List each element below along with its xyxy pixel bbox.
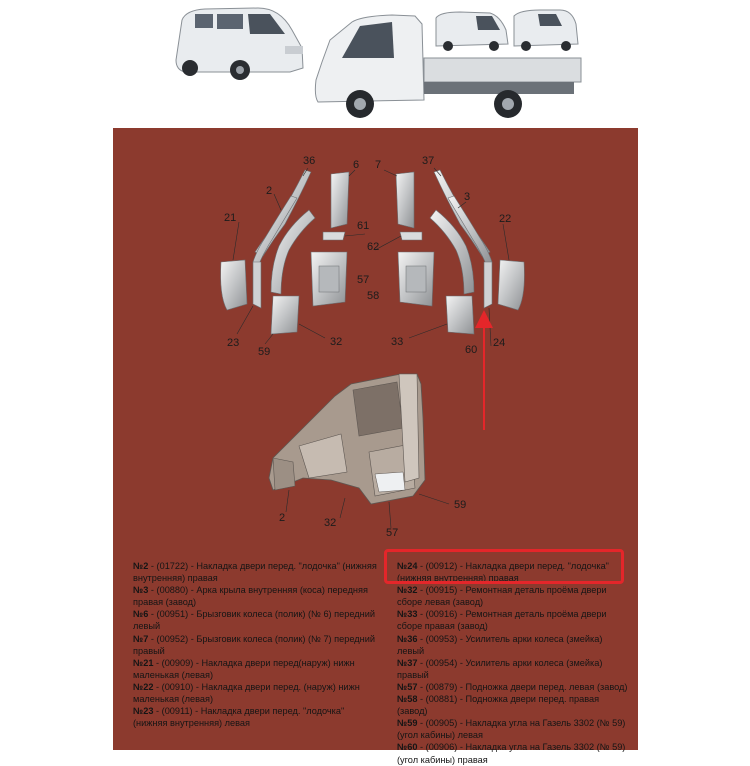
highlight-box	[384, 549, 624, 584]
callout-57: 57	[357, 274, 370, 286]
legend-entry-text: - (00952) - Брызговик колеса (полик) (№ 7) передний правый	[133, 633, 375, 656]
legend-entry	[397, 657, 629, 681]
legend-entry	[397, 717, 629, 741]
legend-entry	[133, 608, 378, 632]
legend-entry-number: №7	[133, 633, 149, 644]
van-image	[436, 12, 508, 51]
part-33-door-repair-right	[446, 296, 474, 334]
part-7-mudguard-right	[396, 172, 414, 228]
legend-entry-number: №36	[397, 633, 418, 644]
legend-left-column	[133, 560, 378, 729]
legend-entry-text: - (00911) - Накладка двери перед. "лодочка" (нижняя внутренняя) левая	[133, 706, 345, 729]
cab-callout-32: 32	[324, 517, 337, 529]
parts-panel	[113, 128, 638, 765]
legend-entry	[397, 633, 629, 657]
cab-callout-57: 57	[386, 527, 399, 539]
legend-entry-text: - (00880) - Арка крыла внутренняя (коса) передняя правая (завод)	[133, 585, 368, 608]
legend-entry-number: №2	[133, 561, 149, 571]
part-21-door-trim-outer-left	[221, 260, 247, 310]
legend-entry	[133, 584, 378, 608]
legend-right-column	[397, 560, 629, 766]
legend-entry-text: - (00916) - Ремонтная деталь проёма двери сборе правая (завод)	[397, 609, 607, 632]
legend-entry-number: №60	[397, 742, 418, 753]
part-22-door-trim-outer-right	[498, 260, 524, 310]
callout-24: 24	[493, 337, 506, 349]
callout-21: 21	[224, 212, 237, 224]
callout-23: 23	[227, 337, 240, 349]
legend-entry-number: №58	[397, 694, 418, 705]
vehicle-photos	[0, 0, 750, 128]
callout-7: 7	[375, 159, 382, 171]
legend-entry-text: - (00879) - Подножка двери перед. левая (завод)	[417, 681, 628, 692]
legend-entry-number: №3	[133, 585, 149, 596]
red-arrow-icon	[475, 310, 493, 430]
callout-6: 6	[353, 159, 360, 171]
part-62-plate-right	[400, 232, 422, 240]
callout-59: 59	[258, 346, 271, 358]
callout-58: 58	[367, 290, 380, 302]
callout-33: 33	[391, 336, 404, 348]
legend-entry-number: №57	[397, 681, 418, 692]
callout-36: 36	[303, 155, 316, 167]
legend-entry	[133, 560, 378, 584]
legend-entry-text: - (00912) - Накладка двери перед. "лодочка" (нижняя внутренняя) правая	[397, 561, 609, 584]
legend-entry	[397, 693, 629, 717]
part-24-boat-trim-right	[484, 262, 492, 308]
legend-entry	[133, 705, 378, 729]
legend-entry	[133, 681, 378, 705]
callout-32: 32	[330, 336, 343, 348]
part-6-mudguard-left	[331, 172, 349, 228]
legend-entry-text: - (00915) - Ремонтная деталь проёма двери сборе левая (завод)	[397, 585, 607, 608]
legend-entry-text: - (00906) - Накладка угла на Газель 3302 (№ 59) (угол кабины) правая	[397, 742, 626, 765]
legend-entry-number: №37	[397, 657, 418, 668]
legend-entry	[133, 633, 378, 657]
callout-61: 61	[357, 220, 370, 232]
legend-entry-number: №59	[397, 718, 418, 729]
cab-frame-image	[269, 374, 425, 504]
cab-callout-59: 59	[454, 499, 467, 511]
legend-entry-number: №24	[397, 561, 418, 571]
legend-entry-text: - (00881) - Подножка двери перед. правая (завод)	[397, 694, 600, 717]
legend-entry	[133, 657, 378, 681]
part-61-plate-left	[323, 232, 345, 240]
legend-entry	[397, 608, 629, 632]
callout-62: 62	[367, 241, 380, 253]
callout-3: 3	[464, 191, 471, 203]
legend-entry	[397, 741, 629, 765]
legend-entry-number: №32	[397, 585, 418, 596]
legend-entry-text: - (00910) - Накладка двери перед. (наруж) нижн маленькая (левая)	[133, 681, 360, 705]
legend-entry-number: №21	[133, 657, 154, 668]
legend-entry	[397, 681, 629, 693]
legend-entry	[397, 584, 629, 608]
legend-entry-text: - (00909) - Накладка двери перед(наруж) нижн маленькая (левая)	[133, 657, 355, 680]
parts-diagram	[113, 128, 638, 538]
legend-entry-text: - (00953) - Усилитель арки колеса (змейка) левый	[397, 633, 603, 656]
legend-entry-text: - (01722) - Накладка двери перед. "лодочка" (нижняя внутренняя) правая	[133, 561, 377, 584]
minibus-image	[176, 8, 303, 80]
part-58-step-right	[398, 252, 434, 306]
cab-callout-2: 2	[279, 512, 286, 524]
callout-2: 2	[266, 185, 273, 197]
callout-37: 37	[422, 155, 435, 167]
part-32-door-repair-left	[271, 296, 299, 334]
legend-entry-text: - (00951) - Брызговик колеса (полик) (№ 6) передний левый	[133, 609, 375, 632]
legend-entry-text: - (00954) - Усилитель арки колеса (змейка) правый	[397, 657, 603, 680]
legend-entry-number: №23	[133, 706, 154, 717]
callout-22: 22	[499, 213, 512, 225]
legend-entry-number: №6	[133, 609, 149, 620]
legend-entry-number: №33	[397, 609, 418, 620]
legend-entry-number: №22	[133, 681, 154, 692]
small-truck-image	[514, 10, 578, 51]
callout-60: 60	[465, 344, 478, 356]
legend-entry-text: - (00905) - Накладка угла на Газель 3302 (№ 59) (угол кабины) левая	[397, 718, 626, 741]
part-57-step-left	[311, 252, 347, 306]
part-23-boat-trim-left	[253, 262, 261, 308]
